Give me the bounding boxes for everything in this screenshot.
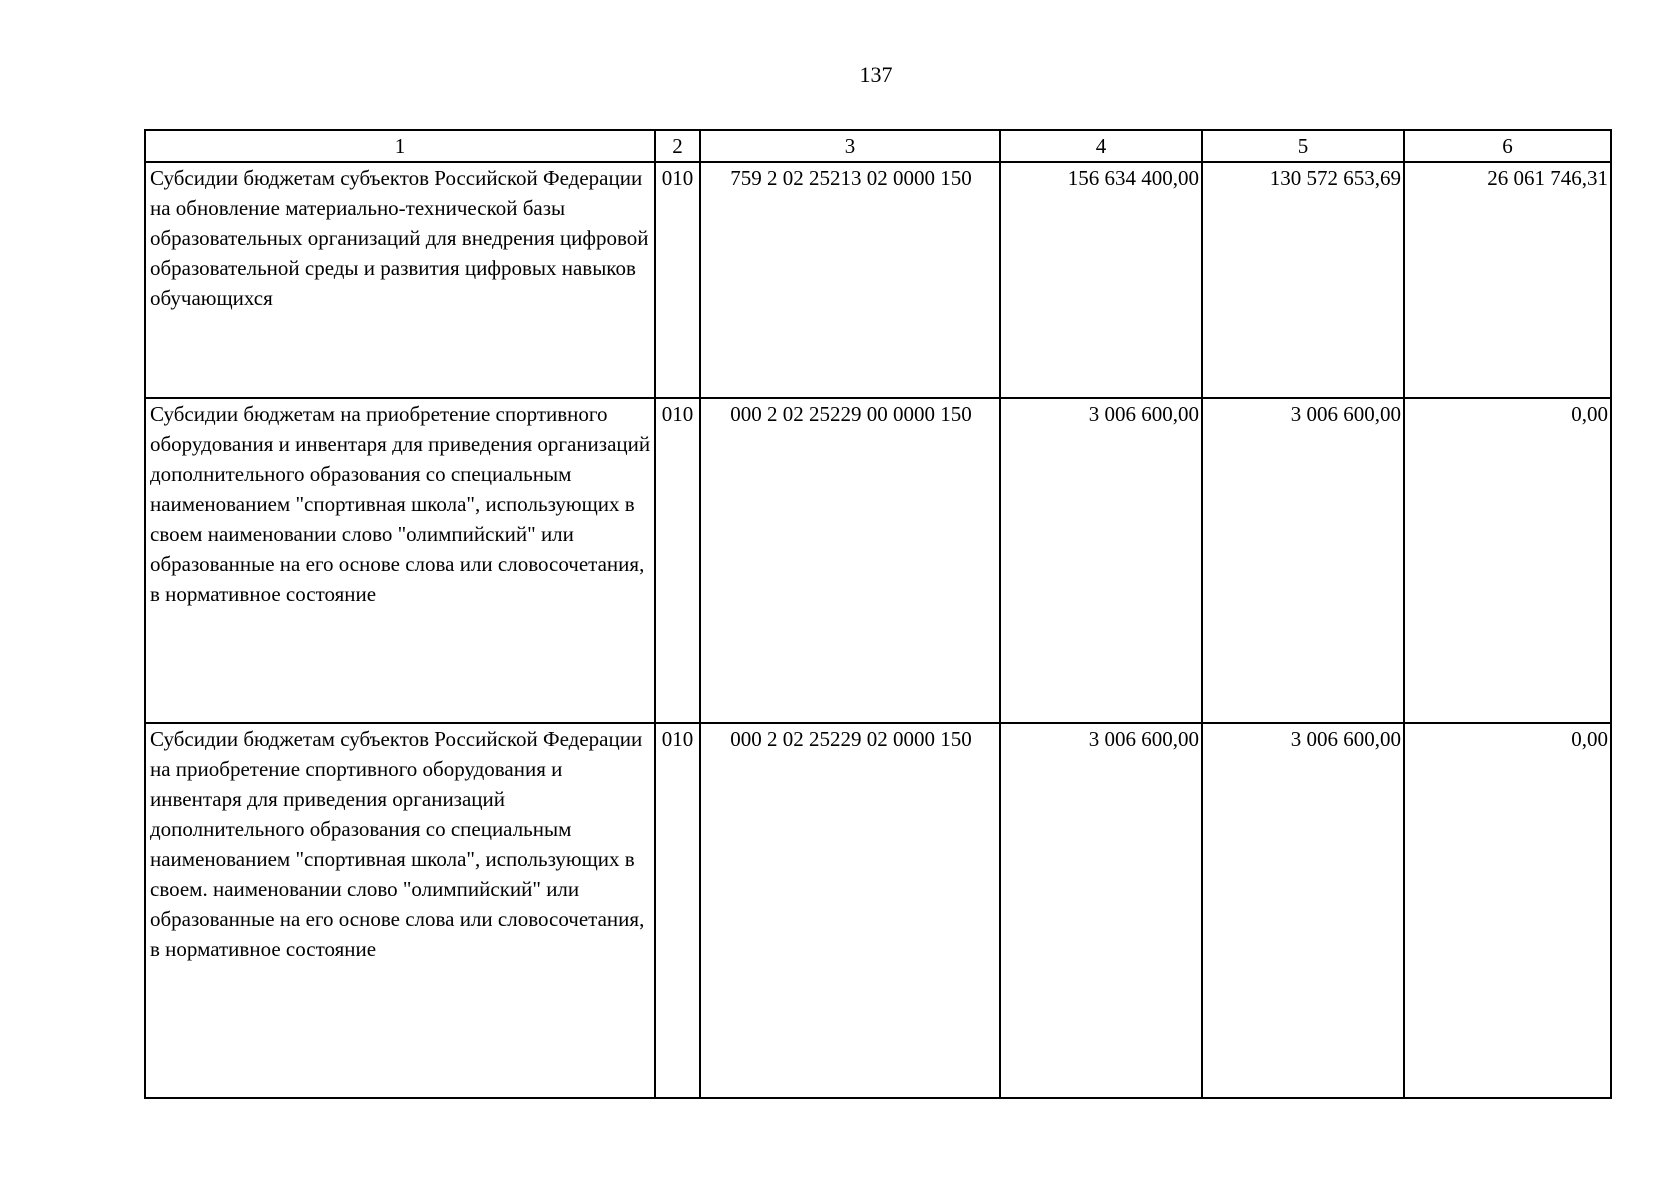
- row-code-cell: 010: [655, 162, 700, 398]
- row-kbk-cell: 000 2 02 25229 00 0000 150: [700, 398, 1000, 723]
- row-executed-cell: 130 572 653,69: [1202, 162, 1404, 398]
- column-header-6: 6: [1404, 130, 1611, 162]
- column-header-1: 1: [145, 130, 655, 162]
- row-unexecuted-cell: 0,00: [1404, 398, 1611, 723]
- budget-execution-table: [144, 129, 1612, 1099]
- row-code-cell: 010: [655, 398, 700, 723]
- row-kbk-cell: 000 2 02 25229 02 0000 150: [700, 723, 1000, 1098]
- column-header-2: 2: [655, 130, 700, 162]
- row-unexecuted-cell: 0,00: [1404, 723, 1611, 1098]
- row-approved-cell: 156 634 400,00: [1000, 162, 1202, 398]
- row-executed-cell: 3 006 600,00: [1202, 723, 1404, 1098]
- table-row: [145, 398, 1611, 723]
- row-code-cell: 010: [655, 723, 700, 1098]
- row-approved-cell: 3 006 600,00: [1000, 723, 1202, 1098]
- column-header-4: 4: [1000, 130, 1202, 162]
- row-kbk-cell: 759 2 02 25213 02 0000 150: [700, 162, 1000, 398]
- row-name-cell: Субсидии бюджетам субъектов Российской Федерации на обновление материально-технической базы образовательных организаций для внедрения цифровой образовательной среды и развития цифровых навыков обучающихся: [145, 162, 655, 398]
- table-row: [145, 162, 1611, 398]
- row-approved-cell: 3 006 600,00: [1000, 398, 1202, 723]
- table-row: [145, 723, 1611, 1098]
- row-unexecuted-cell: 26 061 746,31: [1404, 162, 1611, 398]
- row-name-cell: Субсидии бюджетам субъектов Российской Федерации на приобретение спортивного оборудования и инвентаря для приведения организаций дополнительного образования со специальным наименованием "спортивная школа", использующих в своем. наименовании слово "олимпийский" или образованные на его основе слова или словосочетания, в нормативное состояние: [145, 723, 655, 1098]
- row-executed-cell: 3 006 600,00: [1202, 398, 1404, 723]
- row-name-cell: Субсидии бюджетам на приобретение спортивного оборудования и инвентаря для приведения организаций дополнительного образования со специальным наименованием "спортивная школа", использующих в своем наименовании слово "олимпийский" или образованные на его основе слова или словосочетания, в нормативное состояние: [145, 398, 655, 723]
- column-header-5: 5: [1202, 130, 1404, 162]
- table-header-row: [145, 130, 1611, 162]
- column-header-3: 3: [700, 130, 1000, 162]
- page-number: 137: [859, 62, 893, 87]
